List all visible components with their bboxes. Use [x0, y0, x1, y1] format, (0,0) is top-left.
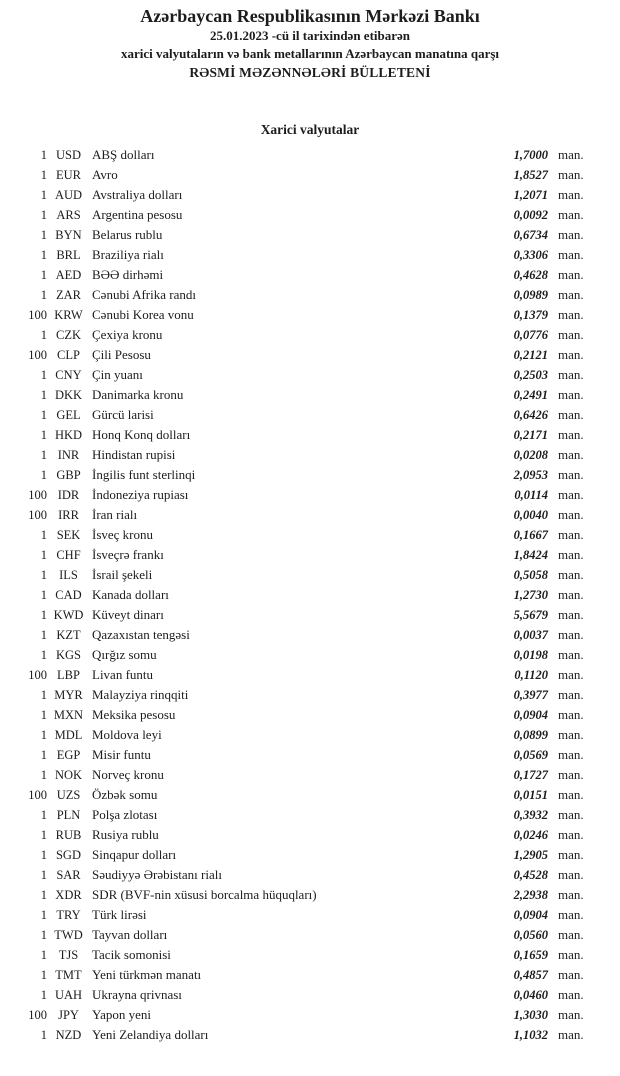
rate-value-cell: 1,3030	[513, 1008, 548, 1022]
unit-cell: man.	[558, 447, 584, 462]
rate-value-cell: 0,0037	[513, 628, 548, 642]
currency-name-cell: Yeni Zelandiya dolları	[92, 1027, 209, 1042]
currency-name-cell: İndoneziya rupiası	[92, 487, 189, 502]
currency-code-cell: AUD	[54, 188, 83, 202]
currency-row	[0, 385, 620, 405]
currency-row	[0, 505, 620, 525]
quantity-cell: 1	[40, 188, 47, 202]
currency-code-cell: TMT	[55, 968, 82, 982]
currency-code-cell: JPY	[58, 1008, 79, 1022]
currency-row	[0, 925, 620, 945]
quantity-cell: 1	[40, 468, 47, 482]
rate-value-cell: 0,4857	[513, 968, 548, 982]
currency-row	[0, 765, 620, 785]
quantity-cell: 1	[40, 988, 47, 1002]
rate-value-cell: 0,0460	[513, 988, 548, 1002]
quantity-cell: 100	[28, 1008, 47, 1022]
currency-row	[0, 885, 620, 905]
unit-cell: man.	[558, 407, 584, 422]
rate-value-cell: 5,5679	[513, 608, 548, 622]
rate-value-cell: 0,6426	[513, 408, 548, 422]
currency-row	[0, 405, 620, 425]
rate-value-cell: 1,1032	[513, 1028, 548, 1042]
currency-code-cell: IDR	[57, 488, 80, 502]
quantity-cell: 100	[28, 488, 47, 502]
currency-code-cell: UZS	[56, 788, 81, 802]
rate-value-cell: 2,2938	[513, 888, 548, 902]
rate-value-cell: 0,0114	[514, 488, 548, 502]
bulletin-header	[0, 0, 620, 81]
currency-code-cell: SAR	[56, 868, 81, 882]
currency-name-cell: Türk lirəsi	[92, 907, 147, 922]
currency-name-cell: Cənubi Afrika randı	[92, 287, 196, 302]
rate-value-cell: 0,0560	[513, 928, 548, 942]
rate-value-cell: 1,2730	[513, 588, 548, 602]
rate-value-cell: 0,4628	[513, 268, 548, 282]
currency-name-cell: Çili Pesosu	[92, 347, 151, 362]
unit-cell: man.	[558, 867, 584, 882]
rate-value-cell: 0,0246	[513, 828, 548, 842]
currency-row	[0, 485, 620, 505]
unit-cell: man.	[558, 327, 584, 342]
currency-code-cell: ILS	[59, 568, 78, 582]
currency-code-cell: TRY	[56, 908, 81, 922]
unit-cell: man.	[558, 527, 584, 542]
unit-cell: man.	[558, 707, 584, 722]
currency-name-cell: Honq Konq dolları	[92, 427, 191, 442]
currency-name-cell: Argentina pesosu	[92, 207, 183, 222]
unit-cell: man.	[558, 387, 584, 402]
rate-value-cell: 1,7000	[513, 148, 548, 162]
quantity-cell: 1	[40, 548, 47, 562]
rate-value-cell: 0,0904	[513, 708, 548, 722]
currency-row	[0, 1025, 620, 1045]
unit-cell: man.	[558, 967, 584, 982]
currency-row	[0, 725, 620, 745]
currency-row	[0, 865, 620, 885]
currency-code-cell: MDL	[54, 728, 83, 742]
quantity-cell: 1	[40, 428, 47, 442]
unit-cell: man.	[558, 727, 584, 742]
rate-value-cell: 0,0198	[513, 648, 548, 662]
unit-cell: man.	[558, 487, 584, 502]
unit-cell: man.	[558, 667, 584, 682]
currency-code-cell: EUR	[56, 168, 81, 182]
quantity-cell: 1	[40, 868, 47, 882]
rate-value-cell: 0,2491	[513, 388, 548, 402]
currency-row	[0, 905, 620, 925]
currency-row	[0, 545, 620, 565]
quantity-cell: 1	[40, 448, 47, 462]
currency-code-cell: GEL	[56, 408, 81, 422]
currency-name-cell: Yapon yeni	[92, 1007, 151, 1022]
unit-cell: man.	[558, 467, 584, 482]
currency-code-cell: BRL	[56, 248, 81, 262]
currency-name-cell: Braziliya rialı	[92, 247, 164, 262]
rate-value-cell: 0,1659	[513, 948, 548, 962]
currency-name-cell: Hindistan rupisi	[92, 447, 176, 462]
unit-cell: man.	[558, 587, 584, 602]
unit-cell: man.	[558, 187, 584, 202]
currency-name-cell: Polşa zlotası	[92, 807, 158, 822]
rate-value-cell: 0,5058	[513, 568, 548, 582]
quantity-cell: 1	[40, 1028, 47, 1042]
currency-name-cell: Avstraliya dolları	[92, 187, 183, 202]
currency-name-cell: Qırğız somu	[92, 647, 157, 662]
quantity-cell: 1	[40, 268, 47, 282]
quantity-cell: 1	[40, 248, 47, 262]
currency-name-cell: ABŞ dolları	[92, 147, 155, 162]
currency-row	[0, 745, 620, 765]
unit-cell: man.	[558, 227, 584, 242]
currency-code-cell: TJS	[58, 948, 79, 962]
effective-date-line: 25.01.2023 -cü il tarixindən etibarən	[209, 28, 411, 43]
quantity-cell: 1	[40, 888, 47, 902]
currency-code-cell: INR	[57, 448, 80, 462]
quantity-cell: 1	[40, 388, 47, 402]
rate-value-cell: 0,1667	[513, 528, 548, 542]
rate-value-cell: 2,0953	[513, 468, 548, 482]
quantity-cell: 100	[28, 508, 47, 522]
currency-name-cell: Tayvan dolları	[92, 927, 168, 942]
currency-name-cell: İsrail şekeli	[92, 567, 153, 582]
rate-value-cell: 0,2121	[513, 348, 548, 362]
quantity-cell: 1	[40, 948, 47, 962]
unit-cell: man.	[558, 267, 584, 282]
unit-cell: man.	[558, 1027, 584, 1042]
quantity-cell: 1	[40, 828, 47, 842]
currency-row	[0, 605, 620, 625]
currency-name-cell: Malayziya rinqqiti	[92, 687, 189, 702]
currency-row	[0, 945, 620, 965]
rate-value-cell: 1,2071	[513, 188, 548, 202]
rate-value-cell: 0,6734	[513, 228, 548, 242]
currency-name-cell: Ukrayna qrivnası	[92, 987, 182, 1002]
quantity-cell: 1	[40, 528, 47, 542]
currency-code-cell: ARS	[56, 208, 81, 222]
currency-name-cell: Rusiya rublu	[92, 827, 159, 842]
currency-name-cell: Səudiyyə Ərəbistanı rialı	[92, 867, 222, 882]
rate-value-cell: 0,4528	[513, 868, 548, 882]
rate-value-cell: 0,1727	[513, 768, 548, 782]
quantity-cell: 1	[40, 908, 47, 922]
rate-value-cell: 1,8527	[513, 168, 548, 182]
unit-cell: man.	[558, 827, 584, 842]
quantity-cell: 1	[40, 768, 47, 782]
quantity-cell: 1	[40, 588, 47, 602]
subtitle-line: xarici valyutaların və bank metallarının Azərbaycan manatına qarşı	[120, 46, 500, 61]
currency-code-cell: ZAR	[56, 288, 81, 302]
section-title-foreign-currencies: Xarici valyutalar	[260, 122, 360, 137]
unit-cell: man.	[558, 787, 584, 802]
quantity-cell: 1	[40, 408, 47, 422]
currency-name-cell: Gürcü larisi	[92, 407, 154, 422]
quantity-cell: 1	[40, 748, 47, 762]
quantity-cell: 1	[40, 288, 47, 302]
unit-cell: man.	[558, 567, 584, 582]
unit-cell: man.	[558, 807, 584, 822]
currency-code-cell: CLP	[57, 348, 80, 362]
currency-code-cell: CHF	[56, 548, 81, 562]
currency-row	[0, 825, 620, 845]
quantity-cell: 1	[40, 228, 47, 242]
currency-name-cell: Cənubi Korea vonu	[92, 307, 194, 322]
currency-name-cell: Danimarka kronu	[92, 387, 184, 402]
quantity-cell: 1	[40, 808, 47, 822]
quantity-cell: 100	[28, 788, 47, 802]
currency-code-cell: KGS	[55, 648, 81, 662]
currency-code-cell: NOK	[54, 768, 83, 782]
currency-name-cell: Livan funtu	[92, 667, 154, 682]
rate-value-cell: 0,1120	[514, 668, 548, 682]
unit-cell: man.	[558, 887, 584, 902]
currency-code-cell: SGD	[55, 848, 81, 862]
currency-name-cell: Kanada dolları	[92, 587, 169, 602]
quantity-cell: 1	[40, 708, 47, 722]
currency-row	[0, 325, 620, 345]
currency-code-cell: DKK	[54, 388, 83, 402]
currency-code-cell: KWD	[53, 608, 84, 622]
quantity-cell: 1	[40, 728, 47, 742]
currency-name-cell: Sinqapur dolları	[92, 847, 177, 862]
unit-cell: man.	[558, 947, 584, 962]
quantity-cell: 1	[40, 628, 47, 642]
currency-name-cell: Özbək somu	[92, 787, 158, 802]
rate-value-cell: 0,1379	[513, 308, 548, 322]
currency-name-cell: Çexiya kronu	[92, 327, 163, 342]
currency-code-cell: LBP	[57, 668, 80, 682]
currency-code-cell: EGP	[56, 748, 81, 762]
currency-code-cell: BYN	[55, 228, 82, 242]
rate-value-cell: 0,0151	[513, 788, 548, 802]
rate-value-cell: 0,0989	[513, 288, 548, 302]
currency-row	[0, 265, 620, 285]
quantity-cell: 1	[40, 368, 47, 382]
bulletin-title: RƏSMİ MƏZƏNNƏLƏRİ BÜLLETENİ	[189, 65, 431, 80]
currency-code-cell: MXN	[53, 708, 84, 722]
currency-code-cell: USD	[55, 148, 81, 162]
currency-code-cell: UAH	[54, 988, 83, 1002]
currency-code-cell: GBP	[56, 468, 81, 482]
currency-code-cell: NZD	[55, 1028, 82, 1042]
quantity-cell: 1	[40, 328, 47, 342]
rate-value-cell: 0,0208	[513, 448, 548, 462]
currency-row	[0, 965, 620, 985]
unit-cell: man.	[558, 927, 584, 942]
unit-cell: man.	[558, 687, 584, 702]
rate-value-cell: 0,0092	[513, 208, 548, 222]
quantity-cell: 1	[40, 148, 47, 162]
quantity-cell: 1	[40, 208, 47, 222]
currency-code-cell: CAD	[55, 588, 82, 602]
quantity-cell: 100	[28, 308, 47, 322]
currency-name-cell: İran rialı	[92, 507, 138, 522]
unit-cell: man.	[558, 627, 584, 642]
currency-name-cell: Çin yuanı	[92, 367, 143, 382]
currency-row	[0, 805, 620, 825]
unit-cell: man.	[558, 147, 584, 162]
currency-name-cell: İsveç kronu	[92, 527, 154, 542]
currency-name-cell: Norveç kronu	[92, 767, 164, 782]
currency-row	[0, 585, 620, 605]
unit-cell: man.	[558, 987, 584, 1002]
rate-value-cell: 0,3306	[513, 248, 548, 262]
unit-cell: man.	[558, 607, 584, 622]
currency-row	[0, 285, 620, 305]
currency-name-cell: Tacik somonisi	[92, 947, 171, 962]
unit-cell: man.	[558, 847, 584, 862]
currency-name-cell: BƏƏ dirhəmi	[92, 267, 164, 282]
quantity-cell: 1	[40, 848, 47, 862]
unit-cell: man.	[558, 207, 584, 222]
unit-cell: man.	[558, 287, 584, 302]
quantity-cell: 100	[28, 348, 47, 362]
currency-row	[0, 625, 620, 645]
currency-code-cell: CZK	[56, 328, 81, 342]
currency-code-cell: AED	[55, 268, 82, 282]
rate-value-cell: 0,0040	[513, 508, 548, 522]
bank-name: Azərbaycan Respublikasının Mərkəzi Bankı	[140, 6, 480, 26]
currency-row	[0, 565, 620, 585]
rate-value-cell: 1,8424	[513, 548, 548, 562]
currency-row	[0, 345, 620, 365]
quantity-cell: 100	[28, 668, 47, 682]
rate-value-cell: 0,0569	[513, 748, 548, 762]
currency-code-cell: TWD	[54, 928, 83, 942]
currency-row	[0, 425, 620, 445]
rate-value-cell: 0,0776	[513, 328, 548, 342]
unit-cell: man.	[558, 247, 584, 262]
rate-value-cell: 0,2503	[513, 368, 548, 382]
currency-row	[0, 845, 620, 865]
unit-cell: man.	[558, 367, 584, 382]
currency-rates-table	[0, 145, 620, 1045]
currency-row	[0, 985, 620, 1005]
currency-row	[0, 645, 620, 665]
currency-code-cell: IRR	[58, 508, 79, 522]
currency-name-cell: İngilis funt sterlinqi	[92, 467, 196, 482]
currency-row	[0, 465, 620, 485]
currency-row	[0, 365, 620, 385]
unit-cell: man.	[558, 747, 584, 762]
quantity-cell: 1	[40, 688, 47, 702]
currency-name-cell: İsveçrə frankı	[92, 547, 164, 562]
currency-row	[0, 305, 620, 325]
currency-row	[0, 245, 620, 265]
currency-name-cell: SDR (BVF-nin xüsusi borcalma hüquqları)	[92, 887, 317, 902]
currency-name-cell: Meksika pesosu	[92, 707, 176, 722]
currency-name-cell: Misir funtu	[92, 747, 151, 762]
currency-name-cell: Yeni türkmən manatı	[92, 967, 202, 982]
currency-name-cell: Küveyt dinarı	[92, 607, 164, 622]
currency-row	[0, 705, 620, 725]
rate-value-cell: 0,3932	[513, 808, 548, 822]
currency-name-cell: Moldova leyi	[92, 727, 162, 742]
currency-name-cell: Qazaxıstan tengəsi	[92, 627, 190, 642]
currency-row	[0, 685, 620, 705]
quantity-cell: 1	[40, 568, 47, 582]
currency-row	[0, 785, 620, 805]
currency-row	[0, 1005, 620, 1025]
currency-code-cell: RUB	[55, 828, 82, 842]
currency-row	[0, 185, 620, 205]
currency-name-cell: Belarus rublu	[92, 227, 163, 242]
currency-code-cell: CNY	[55, 368, 82, 382]
currency-code-cell: PLN	[56, 808, 81, 822]
unit-cell: man.	[558, 167, 584, 182]
unit-cell: man.	[558, 907, 584, 922]
unit-cell: man.	[558, 1007, 584, 1022]
unit-cell: man.	[558, 307, 584, 322]
unit-cell: man.	[558, 767, 584, 782]
rate-value-cell: 1,2905	[513, 848, 548, 862]
unit-cell: man.	[558, 507, 584, 522]
currency-row	[0, 665, 620, 685]
currency-row	[0, 525, 620, 545]
quantity-cell: 1	[40, 968, 47, 982]
currency-row	[0, 145, 620, 165]
quantity-cell: 1	[40, 608, 47, 622]
unit-cell: man.	[558, 647, 584, 662]
rate-value-cell: 0,0904	[513, 908, 548, 922]
unit-cell: man.	[558, 547, 584, 562]
currency-code-cell: KZT	[56, 628, 81, 642]
quantity-cell: 1	[40, 928, 47, 942]
currency-code-cell: MYR	[54, 688, 83, 702]
rate-value-cell: 0,3977	[513, 688, 548, 702]
quantity-cell: 1	[40, 648, 47, 662]
unit-cell: man.	[558, 427, 584, 442]
currency-code-cell: HKD	[54, 428, 83, 442]
currency-row	[0, 205, 620, 225]
currency-code-cell: XDR	[55, 888, 82, 902]
currency-row	[0, 225, 620, 245]
currency-name-cell: Avro	[92, 167, 118, 182]
unit-cell: man.	[558, 347, 584, 362]
currency-row	[0, 165, 620, 185]
currency-code-cell: SEK	[56, 528, 81, 542]
quantity-cell: 1	[40, 168, 47, 182]
rate-value-cell: 0,2171	[513, 428, 548, 442]
currency-code-cell: KRW	[54, 308, 83, 322]
currency-row	[0, 445, 620, 465]
rate-value-cell: 0,0899	[513, 728, 548, 742]
